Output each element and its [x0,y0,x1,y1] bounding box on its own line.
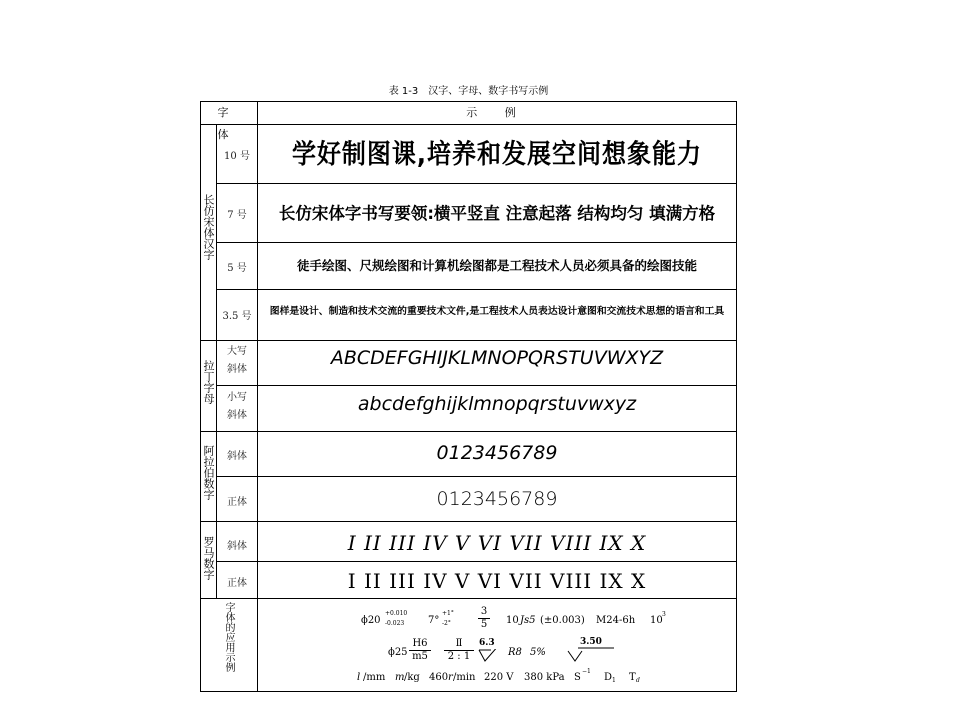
group-rule [201,598,736,599]
sample-size-10: 学好制图课,培养和发展空间想象能力 [291,138,703,170]
group-rule [201,521,736,522]
label-arabic-italic: 斜体 [227,451,247,462]
frequency-exponent: −1 [582,668,591,675]
phi20-text: ϕ20 [361,615,381,626]
label-lowercase [217,389,257,425]
thread-spec: M24-6h [596,615,636,626]
label-size-10: 10 号 [224,151,250,162]
sample-uppercase-italic: ABCDEFGHIJKLMNOPQRSTUVWXYZ [330,347,664,369]
speed-value: 460 [429,672,449,683]
sample-roman-upright: I II III IV V VI VII VIII IX X [347,569,647,593]
power-base: 10 [650,615,663,626]
speed-unit: /min [453,672,476,683]
radius-r8: R8 [508,647,522,658]
row-rule [216,385,736,386]
d-subscript: 1 [612,677,616,684]
row-rule [216,289,736,290]
power-exponent: 3 [662,611,666,618]
fit-numerator: H6 [412,638,428,649]
label-uppercase-bottom: 斜体 [227,364,247,375]
row-rule [216,561,736,562]
sample-size-5: 徒手绘图、尺规绘图和计算机绘图都是工程技术人员必须具备的绘图技能 [296,258,697,273]
phi25-text: ϕ25 [388,647,408,658]
sample-arabic-upright: 0123456789 [436,488,558,510]
label-size-5: 5 号 [227,263,247,274]
angle-upper-deviation: +1° [442,610,454,617]
t-symbol: T [629,672,636,683]
group-label-application: 字体的应用示例 [223,602,234,672]
angle-text: 7° [428,615,440,626]
angle-lower-deviation: -2° [442,620,451,627]
phi20-upper-deviation: +0.010 [385,610,408,617]
roughness-symbol-1 [477,649,501,663]
header-example: 示 例 [466,106,528,119]
row-rule [216,476,736,477]
scale-denominator: 2 : 1 [447,651,471,662]
js-tolerance: (±0.003) [540,615,585,626]
font-sample-table [200,101,737,692]
roughness-value-1: 6.3 [479,638,495,648]
voltage-text: 220 V [484,672,514,683]
label-lowercase-bottom: 斜体 [227,410,247,421]
sample-roman-italic: I II III IV V VI VII VIII IX X [347,531,647,555]
group-label-latin: 拉丁字母 [202,360,215,404]
header-rule [201,124,736,125]
group-rule [201,340,736,341]
length-unit: /mm [363,672,386,683]
group-rule [201,431,736,432]
application-line-1 [258,605,736,633]
js-grade: Js5 [520,615,536,626]
t-subscript: d [636,677,640,684]
roughness-value-2: 3.50 [580,637,602,647]
label-roman-italic: 斜体 [227,541,247,552]
mass-unit: /kg [404,672,420,683]
fit-denominator: m5 [412,651,428,662]
label-roman-upright: 正体 [227,578,247,589]
mass-symbol: m [395,672,405,683]
table-caption: 表 1-3 汉字、字母、数字书写示例 [388,86,549,97]
label-size-7: 7 号 [227,210,247,221]
sample-size-3-5: 图样是设计、制造和技术交流的重要技术文件,是工程技术人员表达设计意图和交流技术思想的语言和工具 [269,306,725,317]
pressure-text: 380 kPa [524,672,565,683]
speed-symbol: r [448,672,453,683]
header-font: 字 体 [217,106,241,141]
row-rule [216,183,736,184]
js-number: 10 [506,615,519,626]
label-uppercase [217,343,257,379]
sample-arabic-italic: 0123456789 [436,442,558,464]
row-rule [216,242,736,243]
fraction-denominator: 5 [480,619,488,630]
group-label-arabic: 阿拉伯数字 [202,445,215,500]
group-label-roman: 罗马数字 [202,536,215,580]
length-symbol: l [357,672,361,683]
application-line-3 [258,670,736,686]
percent-text: 5% [530,647,546,658]
fraction-numerator: 3 [480,606,488,617]
scale-numerator: Ⅱ [455,638,463,649]
sample-lowercase-italic: abcdefghijklmnopqrstuvwxyz [357,393,637,415]
phi20-lower-deviation: -0.023 [385,620,405,627]
sample-size-7: 长仿宋体字书写要领:横平竖直 注意起落 结构均匀 填满方格 [278,204,716,223]
label-size-3-5: 3.5 号 [222,311,252,322]
label-arabic-upright: 正体 [227,497,247,508]
group-label-cjk: 长仿宋体汉字 [202,194,215,260]
d-symbol: D [604,672,613,683]
application-line-2 [258,637,736,667]
label-lowercase-top: 小写 [227,392,247,403]
label-uppercase-top: 大写 [227,346,247,357]
frequency-symbol: S [574,672,581,683]
